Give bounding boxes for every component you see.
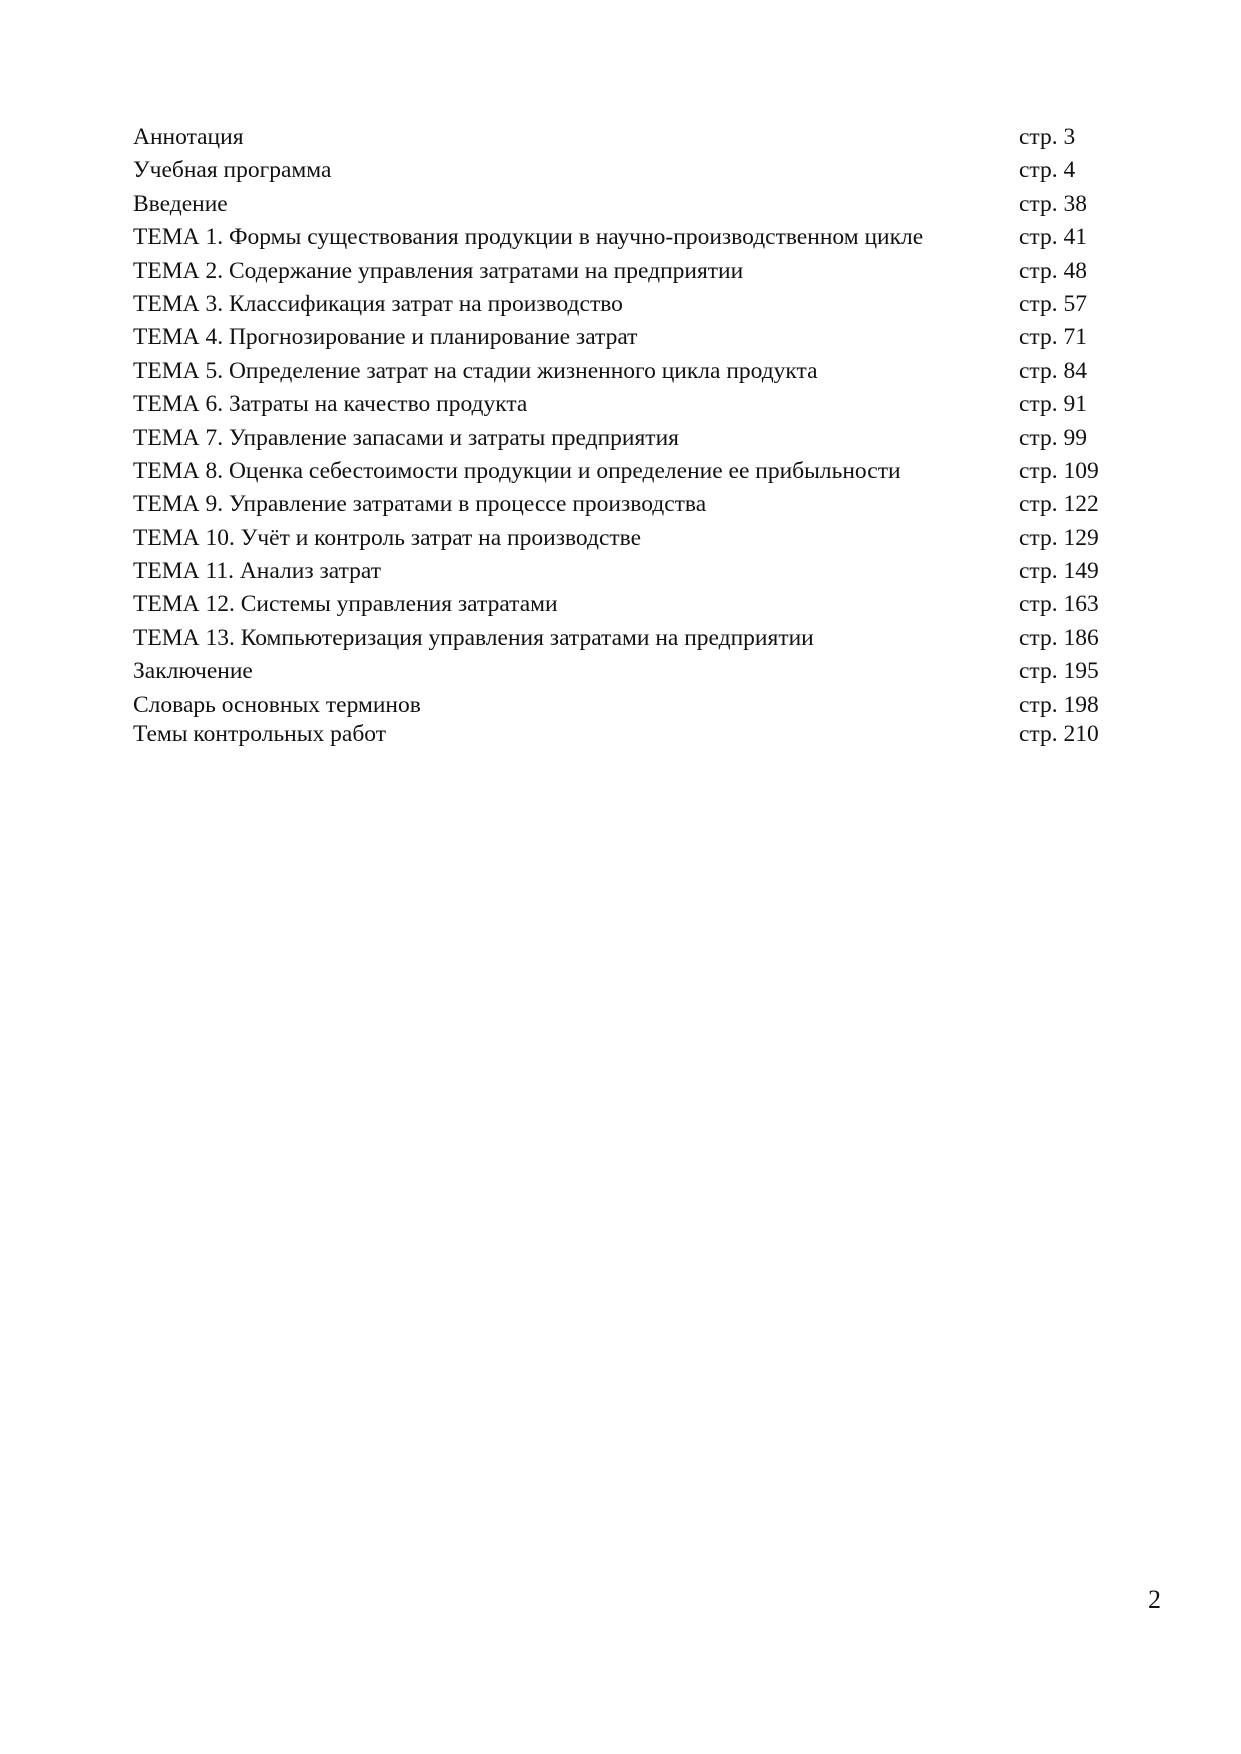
table-of-contents bbox=[133, 121, 1113, 751]
toc-entry-page: стр. 198 bbox=[1019, 691, 1099, 718]
toc-entry-title: ТЕМА 1. Формы существования продукции в научно-производственном цикле bbox=[133, 224, 924, 251]
toc-entry-title: ТЕМА 2. Содержание управления затратами на предприятии bbox=[133, 257, 744, 284]
toc-entry-title: Темы контрольных работ bbox=[133, 720, 387, 747]
toc-entry-topic-9 bbox=[133, 488, 1113, 521]
toc-entry-title: Заключение bbox=[133, 658, 253, 685]
page-number: 2 bbox=[1148, 1585, 1161, 1614]
toc-entry-page: стр. 48 bbox=[1019, 257, 1087, 284]
toc-entry-topic-6 bbox=[133, 388, 1113, 421]
toc-entry-page: стр. 57 bbox=[1019, 290, 1087, 317]
toc-entry-title: Учебная программа bbox=[133, 157, 332, 184]
toc-entry-topic-11 bbox=[133, 555, 1113, 588]
toc-entry-page: стр. 84 bbox=[1019, 357, 1087, 384]
toc-entry-introduction bbox=[133, 188, 1113, 221]
toc-entry-title: ТЕМА 6. Затраты на качество продукта bbox=[133, 391, 528, 418]
toc-entry-page: стр. 129 bbox=[1019, 524, 1099, 551]
toc-entry-conclusion bbox=[133, 655, 1113, 688]
toc-entry-title: ТЕМА 7. Управление запасами и затраты предприятия bbox=[133, 424, 679, 451]
toc-entry-title: Аннотация bbox=[133, 124, 244, 150]
toc-entry-topic-7 bbox=[133, 422, 1113, 455]
toc-entry-topic-12 bbox=[133, 588, 1113, 621]
toc-entry-topic-1 bbox=[133, 221, 1113, 254]
toc-entry-test-topics bbox=[133, 718, 1113, 751]
toc-entry-topic-8 bbox=[133, 455, 1113, 488]
toc-entry-title: ТЕМА 4. Прогнозирование и планирование затрат bbox=[133, 324, 638, 351]
toc-entry-page: стр. 122 bbox=[1019, 491, 1099, 518]
toc-entry-title: ТЕМА 10. Учёт и контроль затрат на производстве bbox=[133, 524, 642, 551]
toc-entry-page: стр. 38 bbox=[1019, 190, 1087, 217]
toc-entry-topic-10 bbox=[133, 522, 1113, 555]
toc-entry-topic-13 bbox=[133, 622, 1113, 655]
toc-entry-topic-4 bbox=[133, 321, 1113, 354]
toc-entry-page: стр. 41 bbox=[1019, 224, 1087, 251]
toc-entry-page: стр. 210 bbox=[1019, 720, 1099, 747]
toc-entry-page: стр. 149 bbox=[1019, 558, 1099, 585]
toc-entry-page: стр. 3 bbox=[1019, 124, 1076, 150]
toc-entry-page: стр. 71 bbox=[1019, 324, 1087, 351]
toc-entry-topic-5 bbox=[133, 355, 1113, 388]
toc-entry-page: стр. 91 bbox=[1019, 391, 1087, 418]
toc-entry-title: ТЕМА 8. Оценка себестоимости продукции и определение ее прибыльности bbox=[133, 457, 901, 484]
toc-entry-title: ТЕМА 9. Управление затратами в процессе производства bbox=[133, 491, 707, 518]
toc-entry-title: ТЕМА 13. Компьютеризация управления затратами на предприятии bbox=[133, 624, 814, 651]
toc-entry-title: ТЕМА 12. Системы управления затратами bbox=[133, 591, 558, 618]
toc-entry-page: стр. 109 bbox=[1019, 457, 1099, 484]
toc-entry-title: Словарь основных терминов bbox=[133, 691, 421, 718]
toc-entry-curriculum bbox=[133, 154, 1113, 187]
toc-entry-topic-3 bbox=[133, 288, 1113, 321]
toc-entry-title: ТЕМА 5. Определение затрат на стадии жизненного цикла продукта bbox=[133, 357, 818, 384]
toc-entry-page: стр. 163 bbox=[1019, 591, 1099, 618]
toc-entry-glossary bbox=[133, 689, 1113, 718]
toc-entry-topic-2 bbox=[133, 255, 1113, 288]
toc-entry-title: ТЕМА 11. Анализ затрат bbox=[133, 558, 381, 585]
toc-entry-page: стр. 195 bbox=[1019, 658, 1099, 685]
toc-entry-page: стр. 186 bbox=[1019, 624, 1099, 651]
toc-entry-page: стр. 99 bbox=[1019, 424, 1087, 451]
toc-entry-page: стр. 4 bbox=[1019, 157, 1076, 184]
toc-entry-title: ТЕМА 3. Классификация затрат на производство bbox=[133, 290, 623, 317]
toc-entry-annotation bbox=[133, 121, 1113, 154]
toc-entry-title: Введение bbox=[133, 190, 228, 217]
